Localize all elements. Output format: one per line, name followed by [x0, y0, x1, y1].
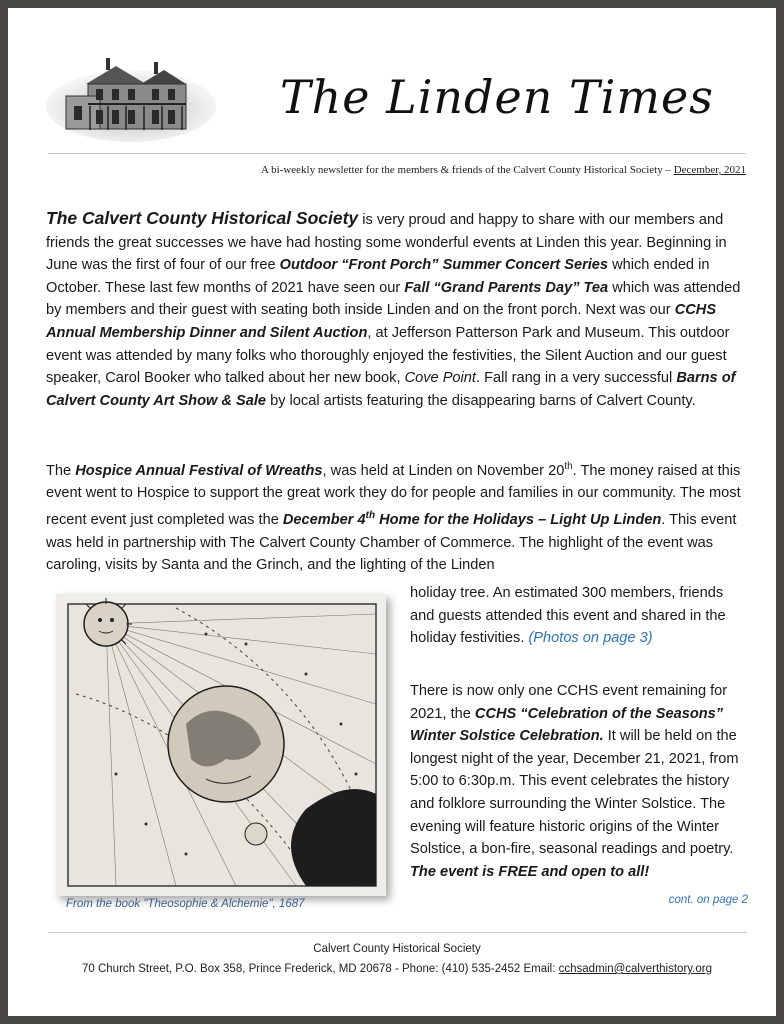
text-run: There is now only one CCHS event remaining for 2021, the [410, 683, 728, 722]
text-run: CCHS “Celebration of the Seasons” Winter Solstice Celebration. [410, 705, 724, 745]
text-run: Home for the Holidays – Light Up Linden [375, 511, 662, 528]
text-run: Outdoor “Front Porch” Summer Concert Series [279, 257, 609, 274]
header-divider [48, 153, 746, 154]
text-run: Fall “Grand Parents Day” Tea [404, 279, 609, 296]
article-paragraph-3 [410, 582, 750, 650]
text-run: th [564, 461, 573, 472]
footer-contact [48, 963, 746, 975]
newsletter-page [8, 8, 776, 1016]
text-run: . This event was held in partnership with The Calvert County Chamber of Commerce. The highlight of the event was caroling, visits by Santa and the Grinch, and the lighting of the Linden [46, 511, 737, 574]
footer-email-link[interactable]: cchsadmin@calverthistory.org [558, 963, 712, 975]
issue-date: December, 2021 [673, 164, 746, 176]
text-run: . The money raised at this event went to Hospice to support the great work they do for people and families in our community. The most recent event just completed was the [46, 462, 741, 528]
continued-link[interactable]: cont. on page 2 [668, 894, 748, 906]
text-run: The event is FREE and open to all! [410, 863, 650, 880]
text-run: holiday tree. An estimated 300 members, friends and guests attended this event and shared in the holiday festivities. [410, 585, 726, 647]
text-run: by local artists featuring the disappearing barns of Calvert County. [266, 392, 696, 409]
text-run: It will be held on the longest night of the year, December 21, 2021, from 5:00 to 6:30p.m. This event celebrates the history and folklore surrounding the Winter Solstice. The evening will feature historic origins of the Winter Solstice, a bon-fire, seasonal readings and poetry. [410, 728, 739, 858]
photos-reference-link[interactable]: (Photos on page 3) [528, 630, 653, 647]
article-paragraph-1 [46, 207, 746, 412]
tagline [48, 164, 746, 176]
footer-divider [48, 932, 746, 933]
article-paragraph-2 [46, 456, 746, 577]
text-run: . Fall rang in a very successful [475, 370, 677, 387]
text-run: Barns of Calvert County Art Show & Sale [46, 370, 736, 409]
text-run: is very proud and happy to share with our members and friends the great successes we have had hosting some wonderful events at Linden this year. Beginning in June was the first of four of our free [46, 212, 727, 274]
tagline-text: A bi-weekly newsletter for the members & friends of the Calvert County Historical Society – [261, 164, 674, 176]
text-run: The Calvert County Historical Society [46, 208, 359, 228]
text-run: which was attended by members and their guest with seating both inside Linden and on the front porch. Next was our [46, 279, 741, 319]
linden-house-illustration [46, 44, 216, 144]
text-run: , was held at Linden on November 20 [322, 462, 565, 479]
text-run: December 4 [282, 511, 366, 528]
alchemical-engraving-image [56, 594, 386, 896]
text-run: Cove Point [404, 370, 476, 387]
footer-address: 70 Church Street, P.O. Box 358, Prince Frederick, MD 20678 - Phone: (410) 535-2452 Email: [81, 963, 559, 975]
article-paragraph-4 [410, 680, 750, 883]
text-run: , at Jefferson Patterson Park and Museum. This outdoor event was attended by many folks who thoroughly enjoyed the festivities, the Silent Auction and our guest speaker, Carol Booker who talked about her new book, [46, 324, 730, 387]
text-run: th [365, 510, 376, 522]
text-run: Hospice Annual Festival of Wreaths [75, 462, 323, 479]
figure-caption: From the book "Theosophie & Alchemie", 1687 [66, 898, 305, 910]
text-run: which ended in October. These last few months of 2021 have seen our [46, 257, 710, 296]
footer-organization: Calvert County Historical Society [313, 943, 481, 955]
text-run: The [46, 462, 76, 479]
newsletter-title: The Linden Times [280, 70, 714, 124]
text-run: CCHS Annual Membership Dinner and Silent Auction [46, 302, 717, 341]
